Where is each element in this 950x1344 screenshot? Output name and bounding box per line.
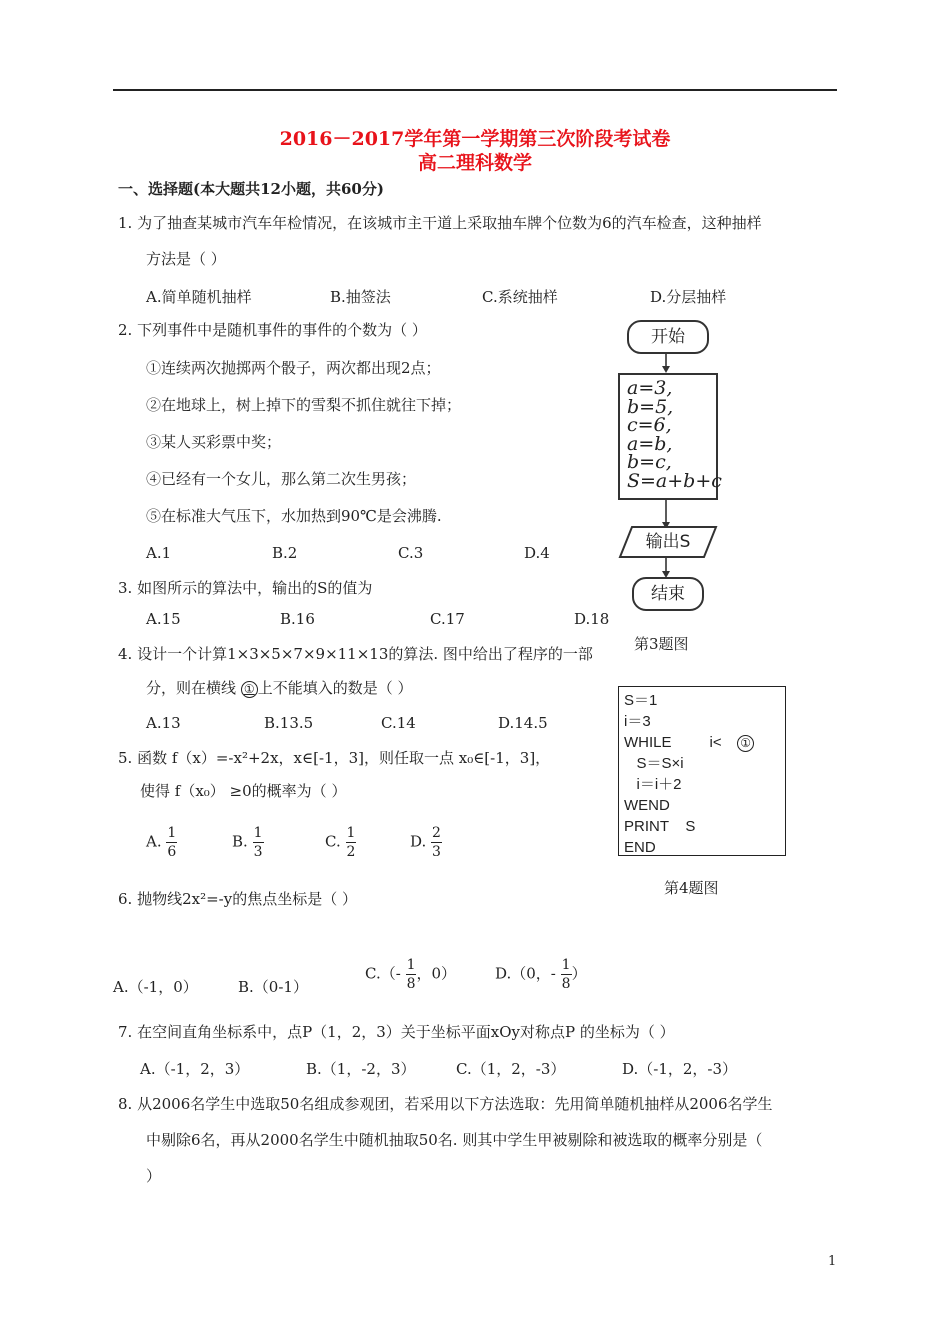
q5-option-d xyxy=(410,826,442,859)
q5-option-b-label: B. xyxy=(232,832,248,851)
q5-option-d-fraction xyxy=(431,826,442,859)
program-line: S＝1 xyxy=(624,692,658,709)
q3-option-c: C.17 xyxy=(430,610,465,628)
q5-option-b-fraction xyxy=(253,826,264,859)
q5-option-a-label: A. xyxy=(146,832,162,851)
q5-stem-line2: 使得 f（x₀） ≥0的概率为（ ） xyxy=(140,782,347,800)
q1-option-d: D.分层抽样 xyxy=(650,288,727,306)
program-line: WEND xyxy=(624,797,670,814)
fraction-denominator: 2 xyxy=(346,844,356,860)
fraction-numerator: 1 xyxy=(406,957,416,973)
q1-stem-line2: 方法是（ ） xyxy=(146,250,226,268)
fraction-numerator: 1 xyxy=(253,825,263,841)
q7-option-b: B.（1，-2，3） xyxy=(306,1060,416,1078)
q6-option-b: B.（0-1） xyxy=(238,978,308,996)
q5-option-c xyxy=(325,826,356,859)
process-line: b=5, xyxy=(627,395,674,418)
q6-option-d-fraction xyxy=(561,958,572,991)
q6-option-d-suffix: ） xyxy=(571,964,587,983)
q3-option-d: D.18 xyxy=(574,610,610,628)
q2-item-2: ②在地球上，树上掉下的雪梨不抓住就往下掉； xyxy=(146,396,462,414)
program-line: PRINT S xyxy=(624,818,696,835)
q4-option-b: B.13.5 xyxy=(264,714,314,732)
flowchart-output: 输出S xyxy=(645,532,691,552)
q8-stem-line1: 8. 从2006名学生中选取50名组成参观团，若采用以下方法选取：先用简单随机抽样从2006名学生 xyxy=(118,1095,773,1113)
q4-stem-line1: 4. 设计一个计算1×3×5×7×9×11×13的算法. 图中给出了程序的一部 xyxy=(118,645,593,663)
fraction-denominator: 3 xyxy=(253,844,263,860)
q1-option-b: B.抽签法 xyxy=(330,288,391,306)
q8-stem-line2: 中剔除6名，再从2000名学生中随机抽取50名. 则其中学生甲被剔除和被选取的概率分别是（ xyxy=(146,1131,763,1149)
process-line: a=b, xyxy=(627,432,673,455)
q2-item-4: ④已经有一个女儿，那么第二次生男孩； xyxy=(146,470,417,488)
q7-stem: 7. 在空间直角坐标系中，点P（1，2，3）关于坐标平面xOy对称点P 的坐标为（ ） xyxy=(118,1023,675,1041)
section-heading: 一、选择题(本大题共12小题，共60分) xyxy=(118,180,384,198)
program-line: i＝i＋2 xyxy=(624,776,682,793)
q5-option-c-label: C. xyxy=(325,832,341,851)
q4-option-d: D.14.5 xyxy=(498,714,548,732)
exam-title: 2016－2017学年第一学期第三次阶段考试卷 xyxy=(279,128,671,150)
q4-stem-line2 xyxy=(146,677,413,698)
q2-item-3: ③某人买彩票中奖； xyxy=(146,433,282,451)
q6-option-d-prefix: D.（0，- xyxy=(495,964,556,983)
q7-option-c: C.（1，2，-3） xyxy=(456,1060,566,1078)
program-line: i＝3 xyxy=(624,713,651,730)
fraction-denominator: 8 xyxy=(561,976,571,992)
q8-stem-line3: ） xyxy=(146,1167,162,1185)
program-line: S＝S×i xyxy=(624,755,684,772)
q3-stem: 3. 如图所示的算法中，输出的S的值为 xyxy=(118,579,373,597)
q7-option-a: A.（-1，2，3） xyxy=(140,1060,250,1078)
q6-option-d xyxy=(495,958,587,991)
page-number: 1 xyxy=(828,1254,837,1269)
q1-stem-line1: 1. 为了抽查某城市汽车年检情况，在该城市主干道上采取抽车牌个位数为6的汽车检查，这种抽样 xyxy=(118,214,762,232)
program-condition: i< xyxy=(709,734,722,751)
q6-option-c-fraction xyxy=(406,958,417,991)
fraction-numerator: 2 xyxy=(432,825,441,841)
q2-option-a: A.1 xyxy=(146,544,172,562)
q2-option-d: D.4 xyxy=(524,544,550,562)
q5-option-b xyxy=(232,826,264,859)
process-line: c=6, xyxy=(627,414,672,437)
flowchart-start: 开始 xyxy=(627,320,709,354)
q5-option-a xyxy=(146,826,177,859)
q4-option-a: A.13 xyxy=(146,714,181,732)
q5-option-d-label: D. xyxy=(410,832,427,851)
process-line: S=a+b+c xyxy=(627,469,722,492)
q6-option-c xyxy=(365,958,456,991)
program-line: END xyxy=(624,839,656,856)
program-blank-marker: ① xyxy=(737,735,754,752)
fraction-denominator: 8 xyxy=(406,976,416,992)
program-caption: 第4题图 xyxy=(664,879,719,897)
q5-option-a-fraction xyxy=(166,826,177,859)
q2-item-5: ⑤在标准大气压下，水加热到90℃是会沸腾. xyxy=(146,507,442,525)
q4-option-c: C.14 xyxy=(381,714,416,732)
program-box xyxy=(618,686,786,856)
q2-option-c: C.3 xyxy=(398,544,424,562)
q3-option-b: B.16 xyxy=(280,610,315,628)
header-rule xyxy=(113,89,837,91)
q1-option-a: A.简单随机抽样 xyxy=(146,288,252,306)
flowchart-end: 结束 xyxy=(632,577,704,611)
program-keyword: WHILE xyxy=(624,734,672,751)
q5-option-c-fraction xyxy=(346,826,357,859)
q2-stem: 2. 下列事件中是随机事件的事件的个数为（ ） xyxy=(118,321,427,339)
q2-item-1: ①连续两次抛掷两个骰子，两次都出现2点； xyxy=(146,359,441,377)
q6-option-c-suffix: ，0） xyxy=(416,964,457,983)
process-line: a=3, xyxy=(627,377,673,399)
q7-option-d: D.（-1，2，-3） xyxy=(622,1060,738,1078)
fraction-denominator: 3 xyxy=(432,844,441,860)
q4-stem-line2-suffix: 上不能填入的数是（ ） xyxy=(257,679,413,697)
process-line: b=c, xyxy=(627,451,672,474)
fraction-denominator: 6 xyxy=(167,844,177,860)
fraction-numerator: 1 xyxy=(346,825,356,841)
q1-option-c: C.系统抽样 xyxy=(482,288,558,306)
q6-option-c-prefix: C.（- xyxy=(365,964,401,983)
q6-option-a: A.（-1，0） xyxy=(113,978,198,996)
exam-subtitle: 高二理科数学 xyxy=(417,152,532,174)
flowchart-caption: 第3题图 xyxy=(634,635,689,653)
fraction-numerator: 1 xyxy=(167,825,177,841)
q6-stem: 6. 抛物线2x²=-y的焦点坐标是（ ） xyxy=(118,890,357,908)
q2-option-b: B.2 xyxy=(272,544,298,562)
program-while-line xyxy=(624,732,780,753)
q4-blank-marker: ① xyxy=(241,681,258,698)
flowchart-process-box xyxy=(618,373,722,500)
fraction-numerator: 1 xyxy=(561,957,571,973)
q4-stem-line2-prefix: 分，则在横线 xyxy=(146,679,241,697)
q5-stem-line1: 5. 函数 f（x）=-x²+2x，x∈[-1，3]，则任取一点 x₀∈[-1，3]， xyxy=(118,749,551,767)
q3-option-a: A.15 xyxy=(146,610,181,628)
